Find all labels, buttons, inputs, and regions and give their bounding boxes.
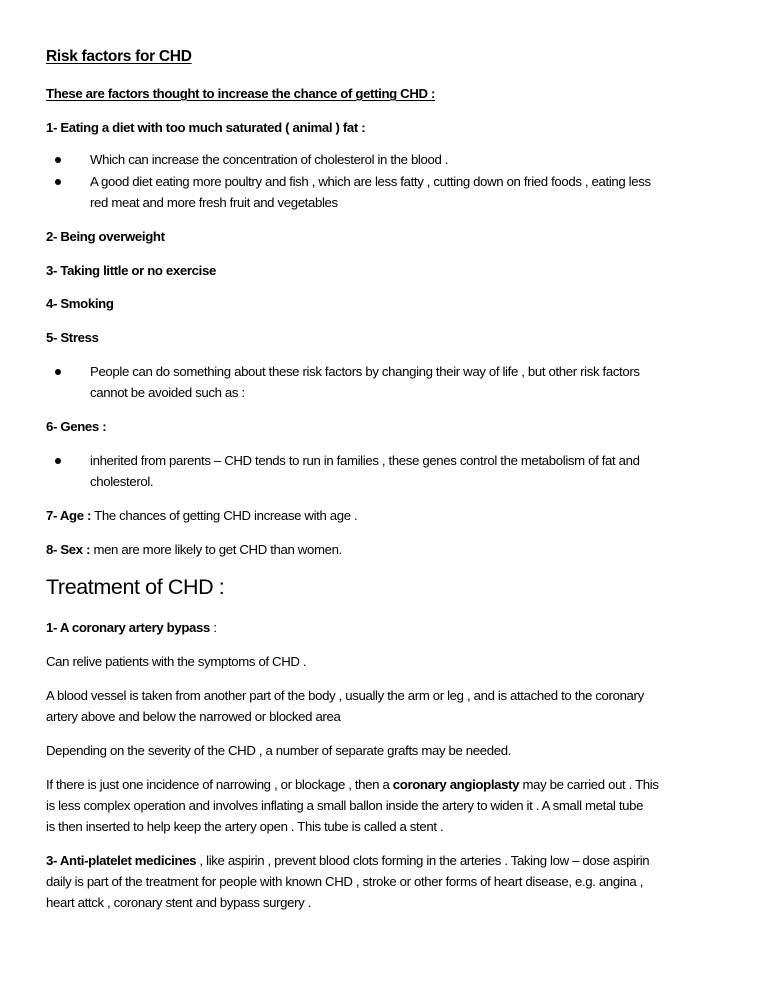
factor-1-bullet-2-line-1: A good diet eating more poultry and fish , which are less fatty , cutting down on fried foods , eating less xyxy=(90,174,651,189)
factor-5-bullet-line-2: cannot be avoided such as : xyxy=(90,385,245,400)
treatment-3-line-1 xyxy=(46,854,649,867)
factor-7-label: 7- Age : xyxy=(46,508,92,523)
text-span: , like aspirin , prevent blood clots forming in the arteries . Taking low – dose aspirin xyxy=(196,853,650,868)
factor-1-bullet-1: Which can increase the concentration of cholesterol in the blood . xyxy=(90,152,449,167)
factor-1-heading: 1- Eating a diet with too much saturated ( animal ) fat : xyxy=(46,120,366,135)
factor-7 xyxy=(46,509,357,522)
bullet-icon xyxy=(55,157,61,163)
treatment-paragraph-4-line-2: is less complex operation and involves inflating a small ballon inside the artery to widen it . A small metal tube xyxy=(46,798,644,813)
treatment-3-label: 3- Anti-platelet medicines xyxy=(46,853,197,868)
treatment-paragraph-1: Can relive patients with the symptoms of CHD . xyxy=(46,654,307,669)
treatment-1-heading xyxy=(46,621,217,634)
treatment-1-label: 1- A coronary artery bypass xyxy=(46,620,211,635)
factor-1-bullet-2-line-2: red meat and more fresh fruit and vegetables xyxy=(90,195,338,210)
treatment-title: Treatment of CHD : xyxy=(46,575,225,599)
factor-6-heading: 6- Genes : xyxy=(46,419,107,434)
treatment-paragraph-2-line-1: A blood vessel is taken from another part of the body , usually the arm or leg , and is attached to the coronary xyxy=(46,688,644,703)
factor-6-bullet-line-2: cholesterol. xyxy=(90,474,154,489)
factor-2-heading: 2- Being overweight xyxy=(46,229,165,244)
factor-5-bullet-line-1: People can do something about these risk factors by changing their way of life , but other risk factors xyxy=(90,364,640,379)
risk-factors-subtitle: These are factors thought to increase the chance of getting CHD : xyxy=(46,86,436,101)
treatment-paragraph-4-line-3: is then inserted to help keep the artery open . This tube is called a stent . xyxy=(46,819,444,834)
treatment-3-line-3: heart attck , coronary stent and bypass surgery . xyxy=(46,895,312,910)
treatment-paragraph-4-line-1 xyxy=(46,778,659,791)
risk-factors-title: Risk factors for CHD xyxy=(46,48,192,65)
factor-7-text: The chances of getting CHD increase with age . xyxy=(91,508,358,523)
factor-6-bullet-line-1: inherited from parents – CHD tends to run in families , these genes control the metabolism of fat and xyxy=(90,453,640,468)
treatment-3-line-2: daily is part of the treatment for people with known CHD , stroke or other forms of heart disease, e.g. angina , xyxy=(46,874,644,889)
bullet-icon xyxy=(55,458,61,464)
factor-5-heading: 5- Stress xyxy=(46,330,99,345)
bullet-icon xyxy=(55,179,61,185)
factor-8 xyxy=(46,543,342,556)
treatment-paragraph-3: Depending on the severity of the CHD , a number of separate grafts may be needed. xyxy=(46,743,512,758)
coronary-angioplasty-term: coronary angioplasty xyxy=(392,777,520,792)
treatment-1-colon: : xyxy=(210,620,217,635)
factor-4-heading: 4- Smoking xyxy=(46,296,114,311)
factor-3-heading: 3- Taking little or no exercise xyxy=(46,263,216,278)
bullet-icon xyxy=(55,369,61,375)
text-span: If there is just one incidence of narrowing , or blockage , then a xyxy=(46,777,393,792)
text-span: may be carried out . This xyxy=(519,777,659,792)
treatment-paragraph-2-line-2: artery above and below the narrowed or blocked area xyxy=(46,709,341,724)
factor-8-label: 8- Sex : xyxy=(46,542,91,557)
factor-8-text: men are more likely to get CHD than women. xyxy=(90,542,342,557)
